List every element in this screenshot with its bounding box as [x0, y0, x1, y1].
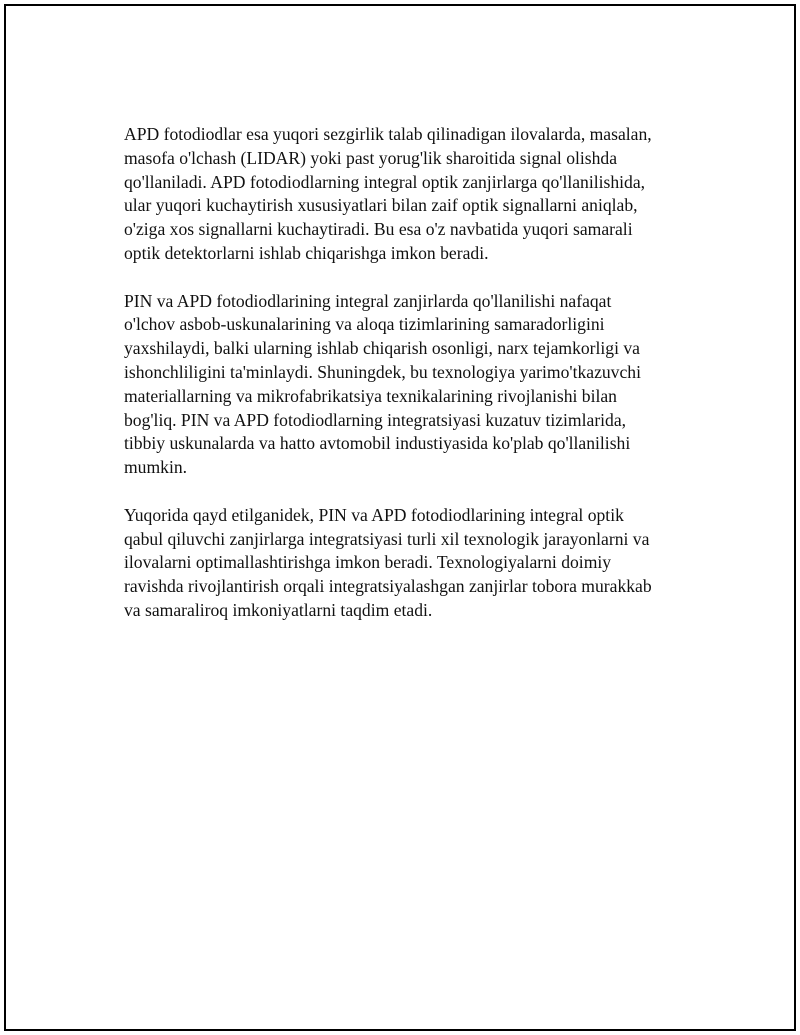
paragraph-pin-apd-benefits: PIN va APD fotodiodlarining integral zanjirlarda qo'llanilishi nafaqat o'lchov asbob-uskunalarining va aloqa tizimlarining samaradorligini yaxshilaydi, balki ularning ishlab chiqarish osonligi, narx tejamkorligi va ishonchliligini ta'minlaydi. Shuningdek, bu texnologiya yarimo'tkazuvchi materiallarning va mikrofabrikatsiya texnikalarining rivojlanishi bilan bog'liq. PIN va APD fotodiodlarning integratsiyasi kuzatuv tizimlarida, tibbiy uskunalarda va hatto avtomobil industiyasida ko'plab qo'llanilishi mumkin. [124, 290, 641, 478]
paragraph-apd-applications: APD fotodiodlar esa yuqori sezgirlik talab qilinadigan ilovalarda, masalan, masofa o'lchash (LIDAR) yoki past yorug'lik sharoitida signal olishda qo'llaniladi. APD fotodiodlarning integral optik zanjirlarga qo'llanilishida, ular yuqori kuchaytirish xususiyatlari bilan zaif optik signallarni aniqlab, o'ziga xos signallarni kuchaytiradi. Bu esa o'z navbatida yuqori samarali optik detektorlarni ishlab chiqarishga imkon beradi. [124, 124, 652, 263]
page-frame [4, 4, 796, 1031]
page-content [124, 123, 684, 647]
paragraph-conclusion: Yuqorida qayd etilganidek, PIN va APD fotodiodlarining integral optik qabul qiluvchi zanjirlarga integratsiyasi turli xil texnologik jarayonlarni va ilovalarni optimallashtirishga imkon beradi. Texnologiyalarni doimiy ravishda rivojlantirish orqali integratsiyalashgan zanjirlar tobora murakkab va samaraliroq imkoniyatlarni taqdim etadi. [124, 504, 652, 620]
